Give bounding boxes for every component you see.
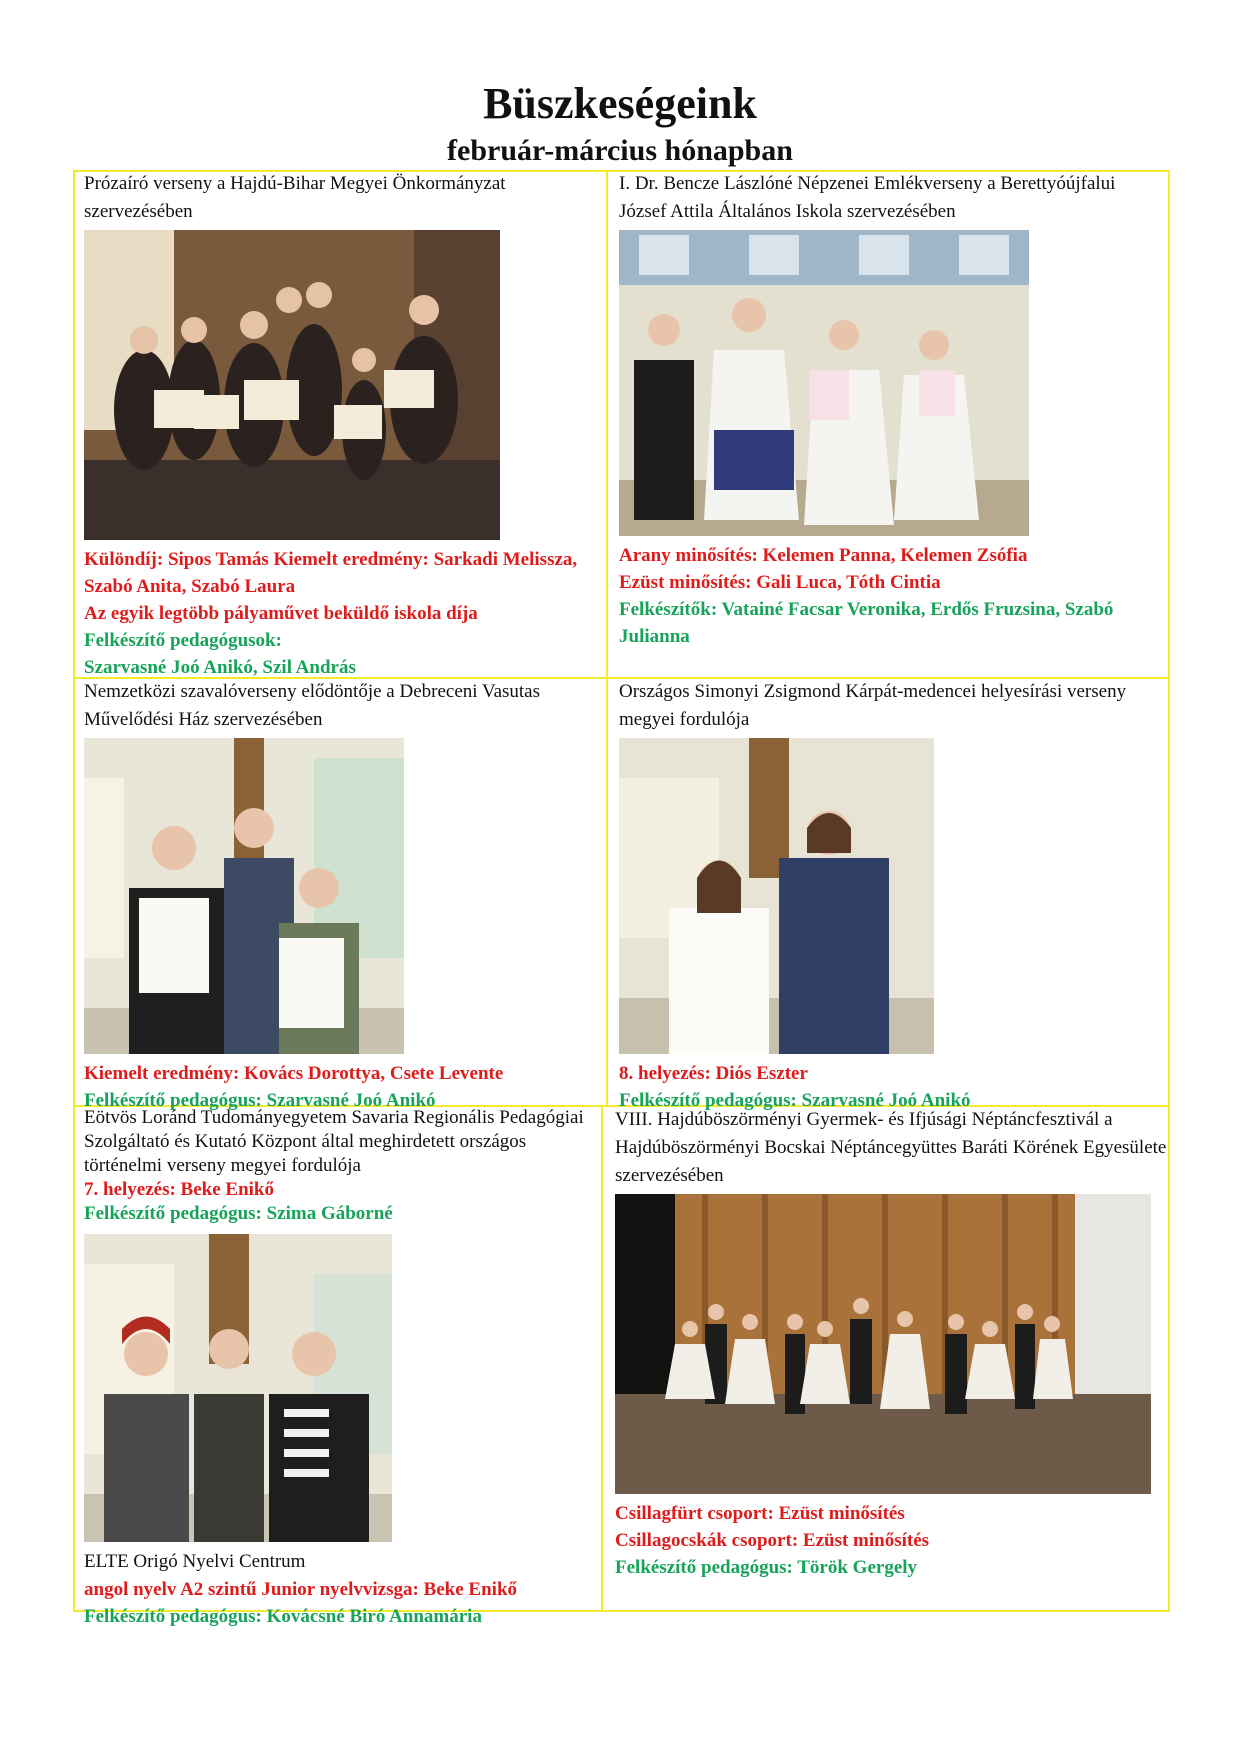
teacher-line: Felkészítő pedagógus: Szarvasné Joó Anikó <box>84 1090 436 1111</box>
spelling-winner-photo <box>619 738 934 1054</box>
achievement-cell <box>84 678 599 1114</box>
teacher-line: Felkészítő pedagógus: Szima Gáborné <box>84 1203 393 1224</box>
result-line: Különdíj: Sipos Tamás Kiemelt eredmény: Sarkadi Melissza, Szabó Anita, Szabó Laura <box>84 549 578 597</box>
result-line: Ezüst minősítés: Gali Luca, Tóth Cintia <box>619 572 941 593</box>
competition-description: Nemzetközi szavalóverseny elődöntője a Debreceni Vasutas Művelődési Ház szervezésében <box>84 681 540 730</box>
award-ceremony-photo <box>84 230 500 540</box>
competition-description: ELTE Origó Nyelvi Centrum <box>84 1551 306 1572</box>
achievement-cell <box>619 170 1164 650</box>
result-line: Az egyik legtöbb pályaművet beküldő iskola díja <box>84 603 478 624</box>
achievement-cell <box>84 170 599 681</box>
competition-description: Prózaíró verseny a Hajdú-Bihar Megyei Önkormányzat szervezésében <box>84 173 506 222</box>
page-subtitle: február-március hónapban <box>447 134 793 167</box>
grid-divider <box>606 677 608 1105</box>
history-winner-photo <box>84 1234 392 1542</box>
competition-description: Eötvös Loránd Tudományegyetem Savaria Regionális Pedagógiai Szolgáltató és Kutató Központ által meghirdetett országos történelmi verseny megyei fordulója <box>84 1107 584 1176</box>
result-line: Csillagocskák csoport: Ezüst minősítés <box>615 1530 930 1551</box>
folk-dance-performance-photo <box>615 1194 1151 1494</box>
grid-divider <box>601 1105 603 1612</box>
competition-description: VIII. Hajdúböszörményi Gyermek- és Ifjúsági Néptáncfesztivál a Hajdúböszörményi Bocskai Néptáncegyüttes Baráti Körének Egyesülete szervezésében <box>615 1109 1167 1186</box>
teacher-line: Felkészítő pedagógusok: <box>84 630 282 651</box>
result-line: Arany minősítés: Kelemen Panna, Kelemen Zsófia <box>619 545 1028 566</box>
teacher-line: Felkészítők: Vatainé Facsar Veronika, Erdős Fruzsina, Szabó Julianna <box>619 599 1114 647</box>
result-line: 8. helyezés: Diós Eszter <box>619 1063 808 1084</box>
achievement-cell <box>84 1106 599 1630</box>
result-line: angol nyelv A2 szintű Junior nyelvvizsga: Beke Enikő <box>84 1579 518 1600</box>
result-line: Kiemelt eredmény: Kovács Dorottya, Csete Levente <box>84 1063 504 1084</box>
page-title: Büszkeségeink <box>483 79 757 128</box>
result-line: 7. helyezés: Beke Enikő <box>84 1179 274 1200</box>
achievement-cell <box>615 1106 1167 1581</box>
grid-divider <box>606 170 608 677</box>
teacher-line: Felkészítő pedagógus: Szarvasné Joó Anikó <box>619 1090 971 1111</box>
recitation-winners-photo <box>84 738 404 1054</box>
achievement-cell <box>619 678 1164 1114</box>
teacher-line: Szarvasné Joó Anikó, Szil András <box>84 657 356 678</box>
competition-description: I. Dr. Bencze Lászlóné Népzenei Emlékverseny a Berettyóújfalui József Attila Általános Iskola szervezésében <box>619 173 1116 222</box>
folk-music-winners-photo <box>619 230 1029 536</box>
teacher-line: Felkészítő pedagógus: Kovácsné Biró Annamária <box>84 1606 482 1627</box>
result-line: Csillagfürt csoport: Ezüst minősítés <box>615 1503 905 1524</box>
teacher-line: Felkészítő pedagógus: Török Gergely <box>615 1557 918 1578</box>
competition-description: Országos Simonyi Zsigmond Kárpát-medencei helyesírási verseny megyei fordulója <box>619 681 1127 730</box>
